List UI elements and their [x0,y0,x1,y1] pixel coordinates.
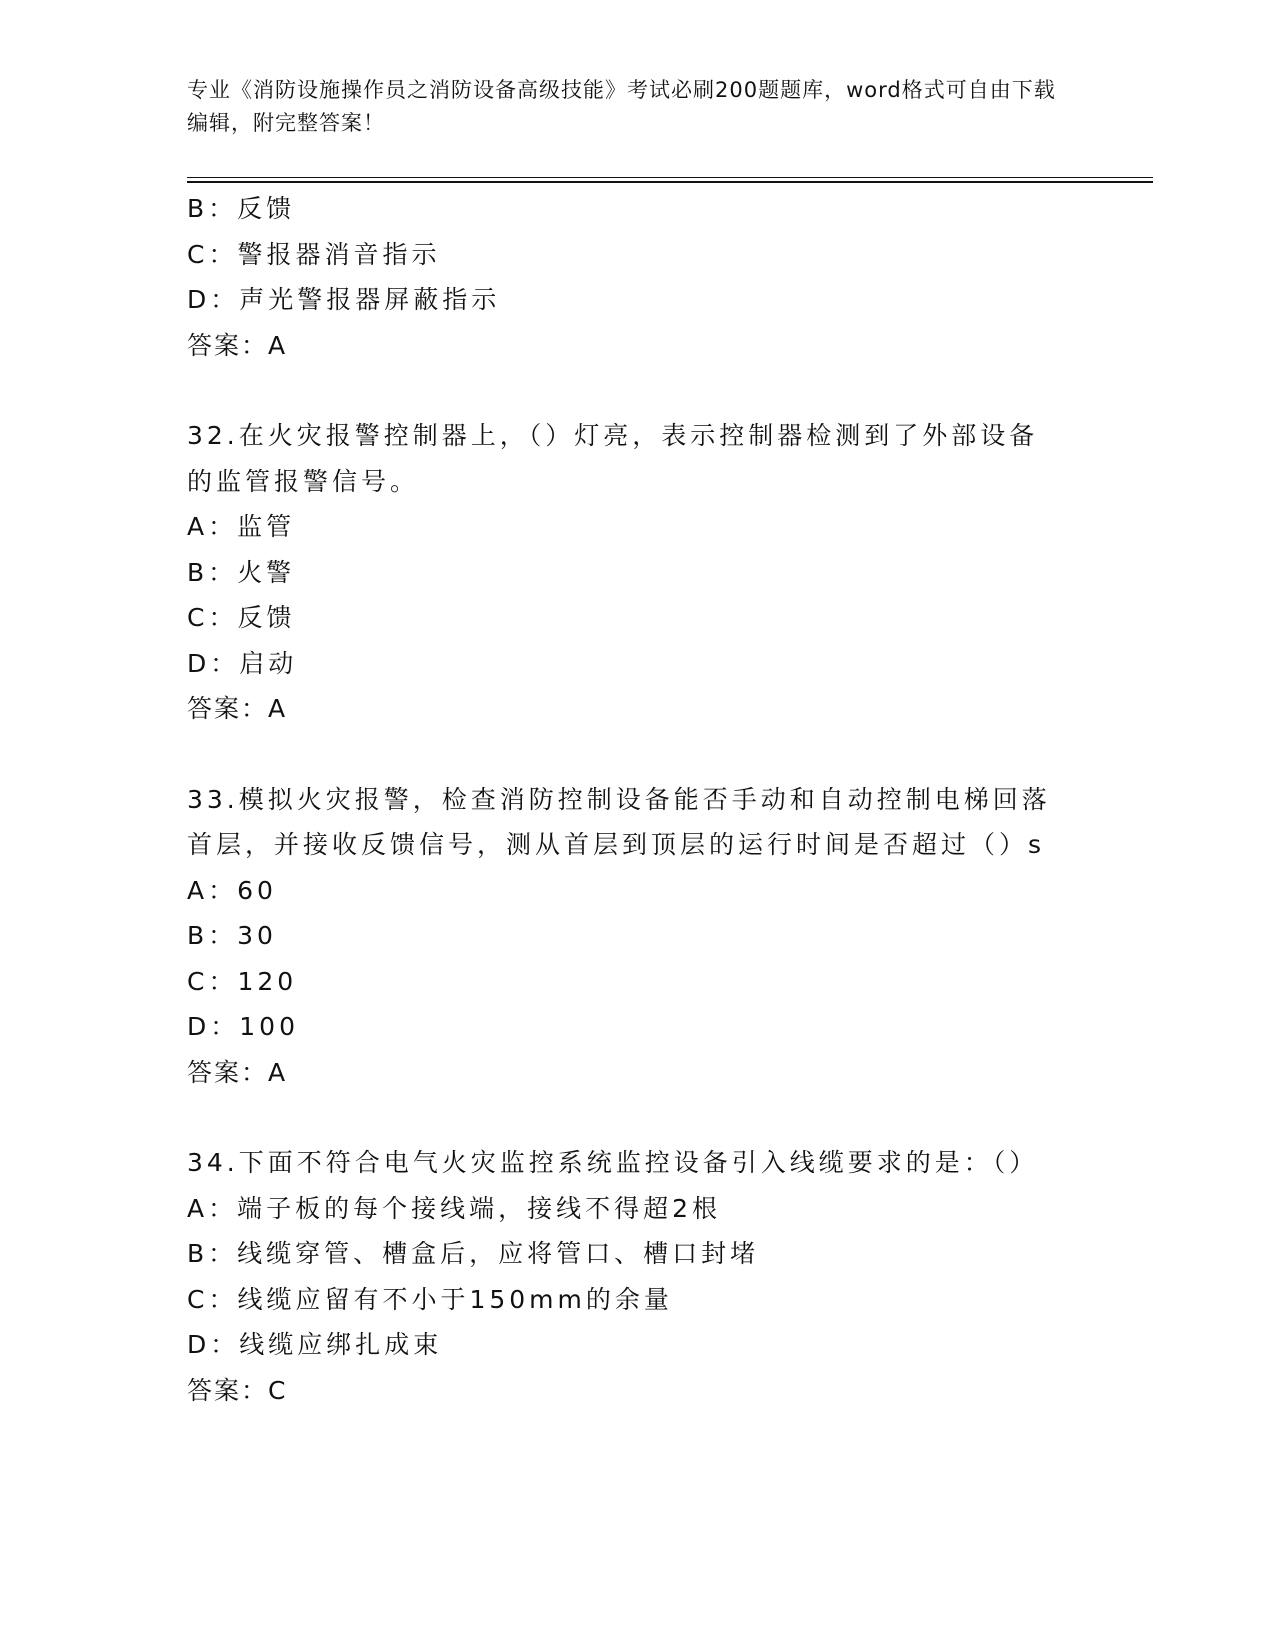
option-text: 30 [237,921,277,950]
option-b [187,186,1087,232]
option-text: 100 [239,1012,299,1041]
option-text: 启动 [239,648,298,678]
option-text: 60 [237,875,277,905]
option-text: 反馈 [237,603,296,632]
question-text: 34.下面不符合电气火灾监控系统监控设备引入线缆要求的是：（） [187,1148,1039,1177]
option-text: 线缆应留有不小于150mm的余量 [237,1284,673,1314]
option-label: B： [187,194,238,223]
option-label: B： [187,1239,238,1268]
option-b [187,913,1087,959]
option-text: 反馈 [237,194,296,223]
option-text: 120 [237,966,298,996]
option-text: 线缆应绑扎成束 [239,1330,443,1359]
option-b [187,550,1087,596]
option-d [187,1322,1087,1368]
question-33 [187,777,1087,1096]
option-label: B： [187,557,238,587]
question-text: 33.模拟火灾报警，检查消防控制设备能否手动和自动控制电梯回落首层，并接收反馈信号，测从首层到顶层的运行时间是否超过（）s [187,784,1051,859]
option-label: C： [187,239,238,269]
option-a [187,1186,1087,1232]
question-31-continuation [187,186,1087,368]
option-text: 监管 [237,512,296,541]
option-label: C： [187,603,238,632]
page-header [187,74,1067,140]
option-c [187,232,1087,278]
option-label: C： [187,1284,238,1314]
question-text: 32.在火灾报警控制器上，（）灯亮，表示控制器检测到了外部设备的监管报警信号。 [187,421,1039,496]
option-d [187,1004,1087,1050]
spacer [187,732,1087,777]
spacer [187,368,1087,413]
option-a [187,504,1087,550]
option-label: D： [187,648,240,678]
answer: 答案：C [187,1375,288,1405]
question-list [187,186,1087,1413]
option-text: 火警 [237,557,296,587]
option-text: 端子板的每个接线端，接线不得超2根 [237,1193,722,1223]
option-d [187,277,1087,323]
option-c [187,595,1087,641]
option-text: 警报器消音指示 [237,239,441,269]
option-b [187,1231,1087,1277]
question-32 [187,413,1087,732]
option-label: D： [187,1330,240,1359]
option-text: 声光警报器屏蔽指示 [239,285,501,314]
option-label: D： [187,285,240,314]
answer: 答案：A [187,694,288,723]
option-a [187,868,1087,914]
option-text: 线缆穿管、槽盒后，应将管口、槽口封堵 [237,1239,760,1268]
option-label: C： [187,966,238,996]
option-c [187,959,1087,1005]
question-34 [187,1140,1087,1413]
option-d [187,641,1087,687]
option-label: A： [187,512,238,541]
option-label: A： [187,875,238,905]
header-divider [187,177,1153,183]
option-c [187,1277,1087,1323]
option-label: A： [187,1193,238,1223]
answer: 答案：A [187,330,288,360]
spacer [187,1095,1087,1140]
answer: 答案：A [187,1057,288,1087]
header-text: 专业《消防设施操作员之消防设备高级技能》考试必刷200题题库，word格式可自由下载编辑，附完整答案！ [187,78,1056,135]
option-label: B： [187,921,238,950]
option-label: D： [187,1012,240,1041]
